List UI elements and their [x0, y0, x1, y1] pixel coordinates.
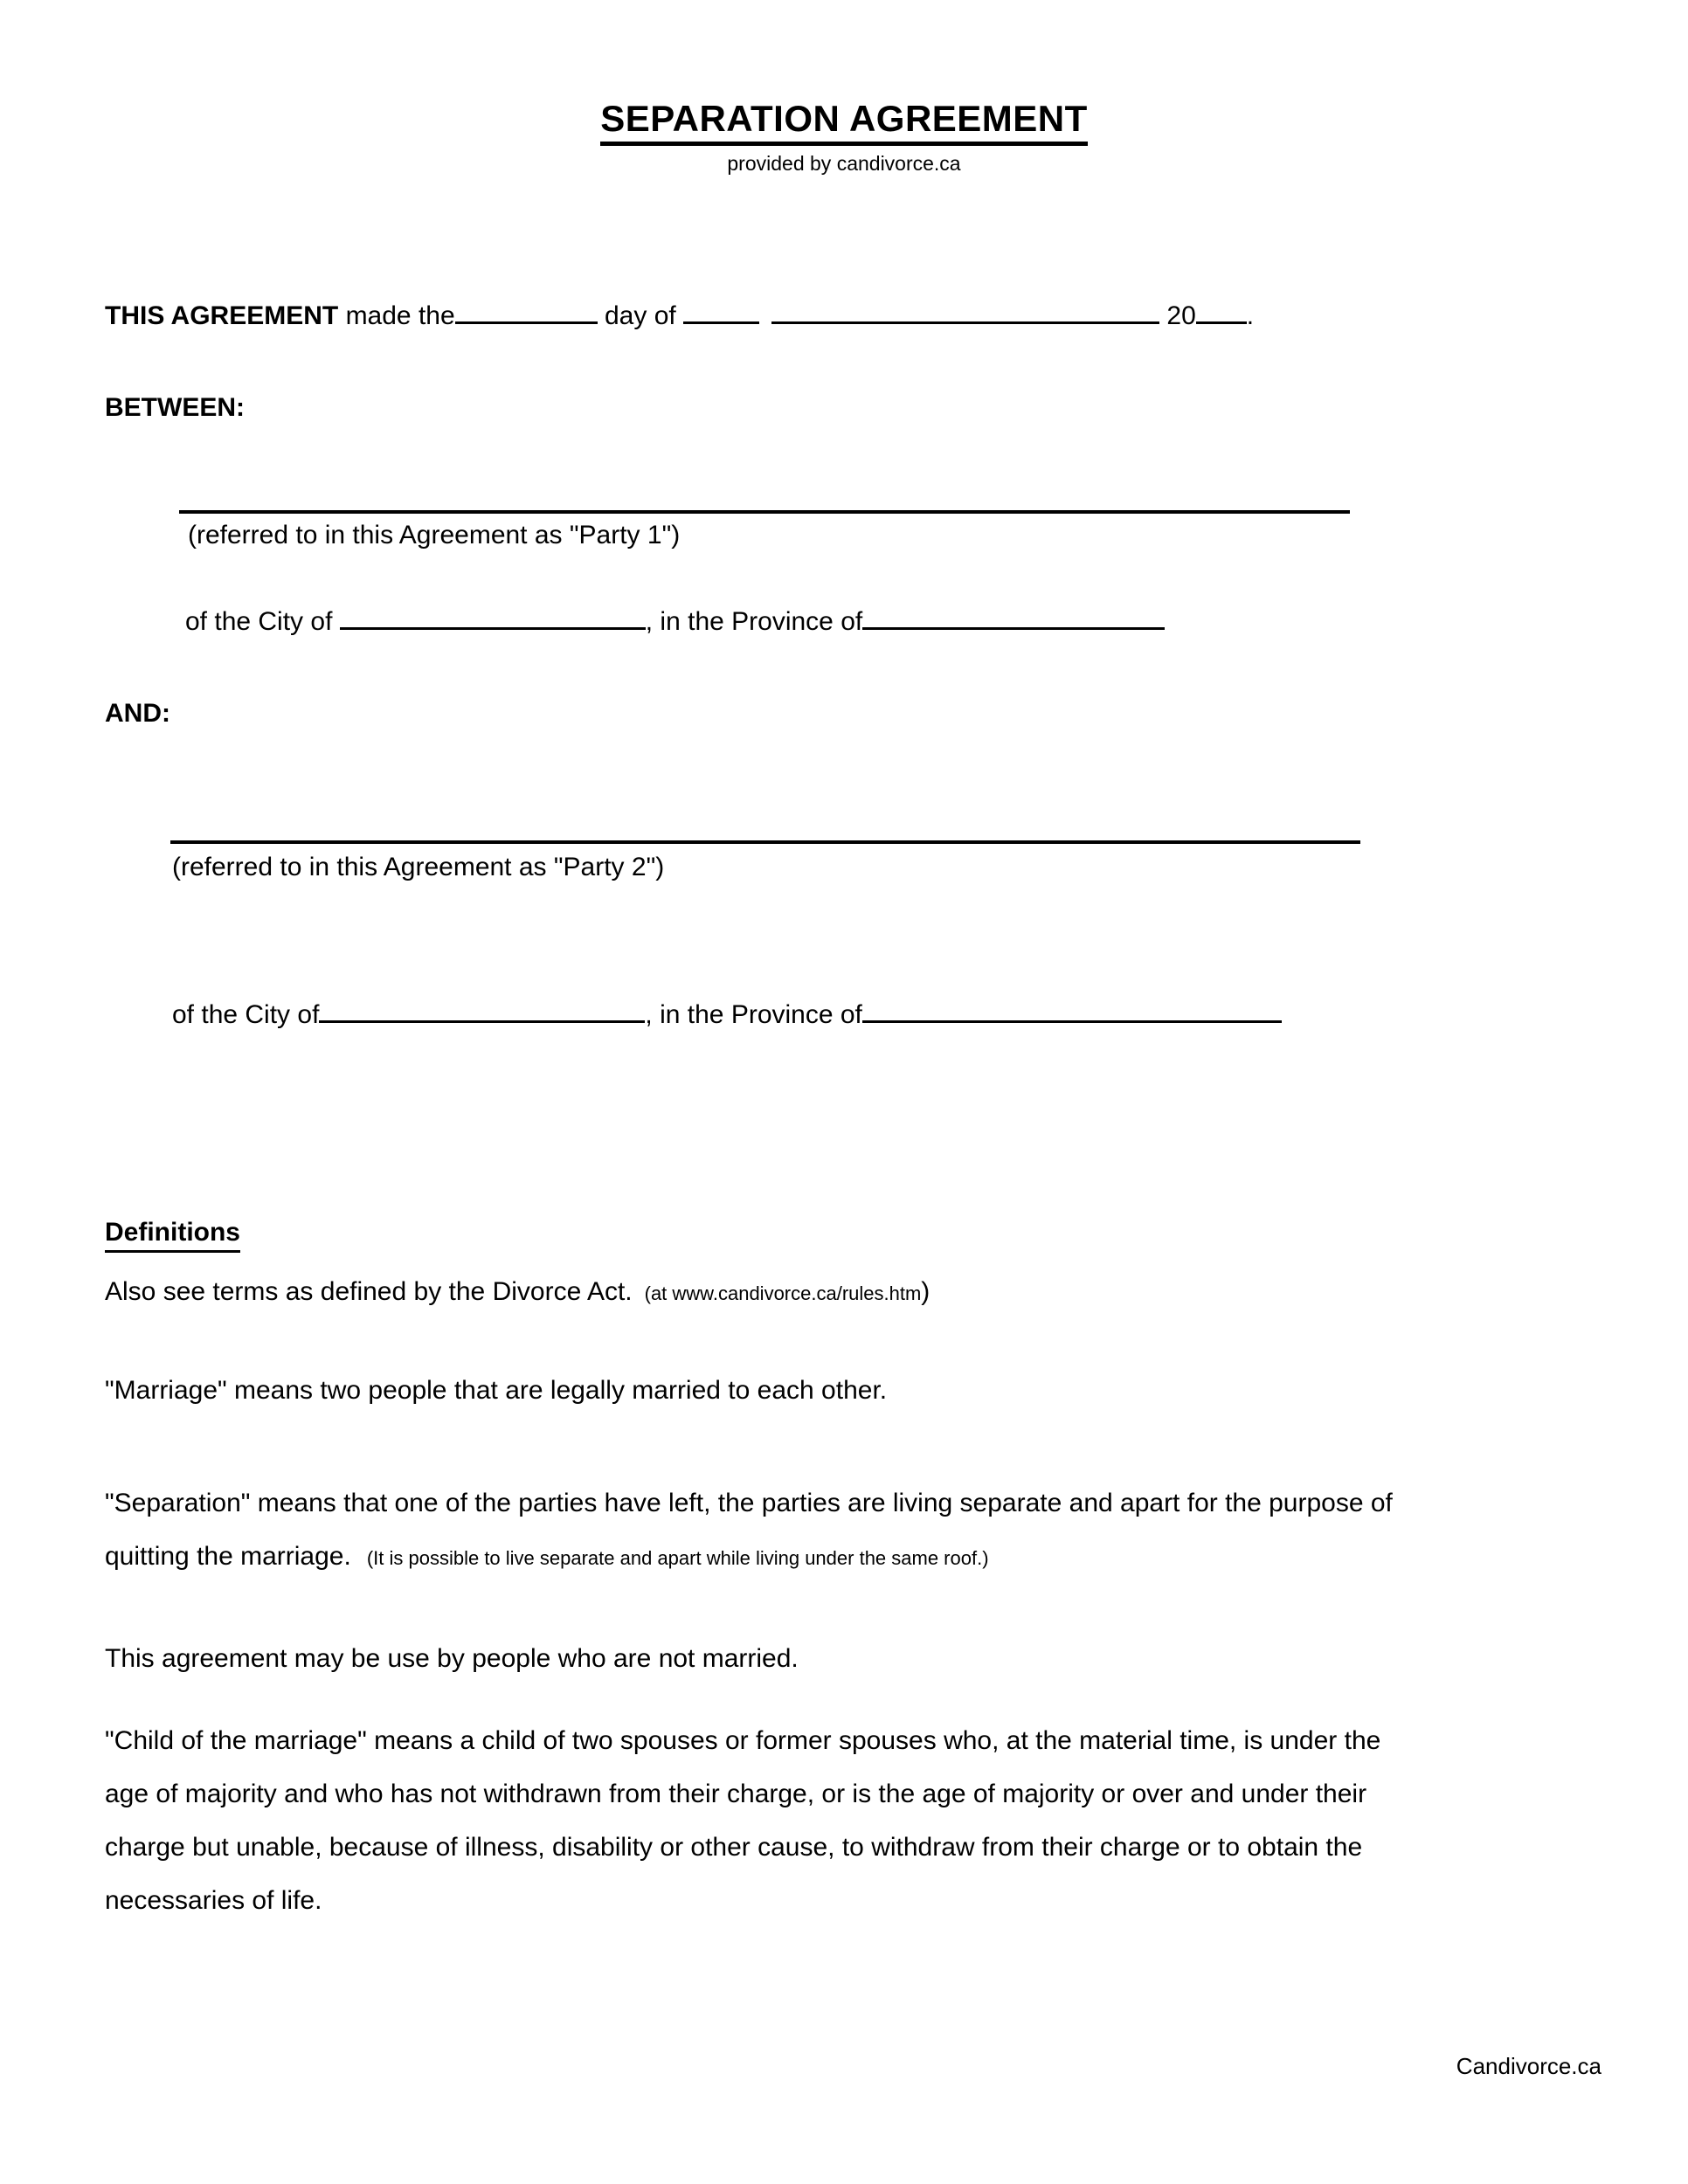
and-label: AND:	[105, 699, 170, 728]
child-line-3: charge but unable, because of illness, disability or other cause, to withdraw from their charge or to obtain the	[105, 1833, 1363, 1862]
divorce-act-text: Also see terms as defined by the Divorce Act.	[105, 1277, 633, 1306]
page-subtitle: provided by candivorce.ca	[727, 152, 961, 175]
blank-province-1	[862, 610, 1165, 630]
day-of-text: day of	[597, 301, 684, 330]
document-header	[0, 98, 1688, 146]
definition-separation	[105, 1476, 1393, 1585]
definitions-heading-wrap	[105, 1218, 240, 1253]
province-of-text: , in the Province of	[645, 607, 863, 636]
same-roof-note: (It is possible to live separate and apart while living under the same roof.)	[366, 1547, 989, 1569]
party2-location-line	[172, 1000, 1282, 1030]
definition-child-of-marriage	[105, 1714, 1380, 1927]
agreement-label: THIS AGREEMENT	[105, 301, 339, 330]
year-prefix: 20	[1159, 301, 1196, 330]
note-unmarried: This agreement may be use by people who are not married.	[105, 1644, 799, 1673]
separation-line-2-main: quitting the marriage.	[105, 1542, 351, 1571]
child-line-4: necessaries of life.	[105, 1886, 322, 1915]
rules-url-note: (at www.candivorce.ca/rules.htm	[644, 1282, 922, 1304]
blank-month-short	[683, 304, 759, 324]
child-line-2: age of majority and who has not withdrawn from their charge, or is the age of majority or over and under their	[105, 1780, 1367, 1808]
page-title: SEPARATION AGREEMENT	[600, 98, 1088, 146]
separation-line-1: "Separation" means that one of the parties have left, the parties are living separate and apart for the purpose of	[105, 1489, 1393, 1517]
separation-line-2	[105, 1530, 1393, 1585]
blank-party1-name	[179, 510, 1350, 514]
blank-city-2	[319, 1003, 645, 1023]
province-of-text: , in the Province of	[645, 1000, 862, 1029]
between-label: BETWEEN:	[105, 393, 245, 422]
definition-marriage: "Marriage" means two people that are legally married to each other.	[105, 1376, 888, 1405]
blank-city-1	[340, 610, 646, 630]
period-text: .	[1246, 301, 1255, 330]
city-of-text: of the City of	[172, 1000, 320, 1029]
city-of-text: of the City of	[185, 607, 340, 636]
made-the-text: made the	[338, 301, 455, 330]
agreement-date-line	[105, 301, 1254, 331]
rules-url-note-close: )	[921, 1277, 930, 1306]
blank-party2-name	[170, 840, 1360, 844]
child-line-1: "Child of the marriage" means a child of two spouses or former spouses who, at the material time, is under the	[105, 1726, 1381, 1755]
party2-reference: (referred to in this Agreement as "Party 2")	[172, 853, 665, 881]
definitions-heading: Definitions	[105, 1218, 240, 1253]
party1-location-line	[185, 607, 1165, 637]
blank-day	[455, 304, 598, 324]
blank-year	[1196, 304, 1247, 324]
party1-reference: (referred to in this Agreement as "Party 1")	[188, 521, 681, 549]
definitions-intro-line	[105, 1277, 930, 1307]
footer-brand: Candivorce.ca	[1456, 2053, 1602, 2079]
blank-province-2	[862, 1003, 1282, 1023]
blank-month-long	[771, 304, 1159, 324]
